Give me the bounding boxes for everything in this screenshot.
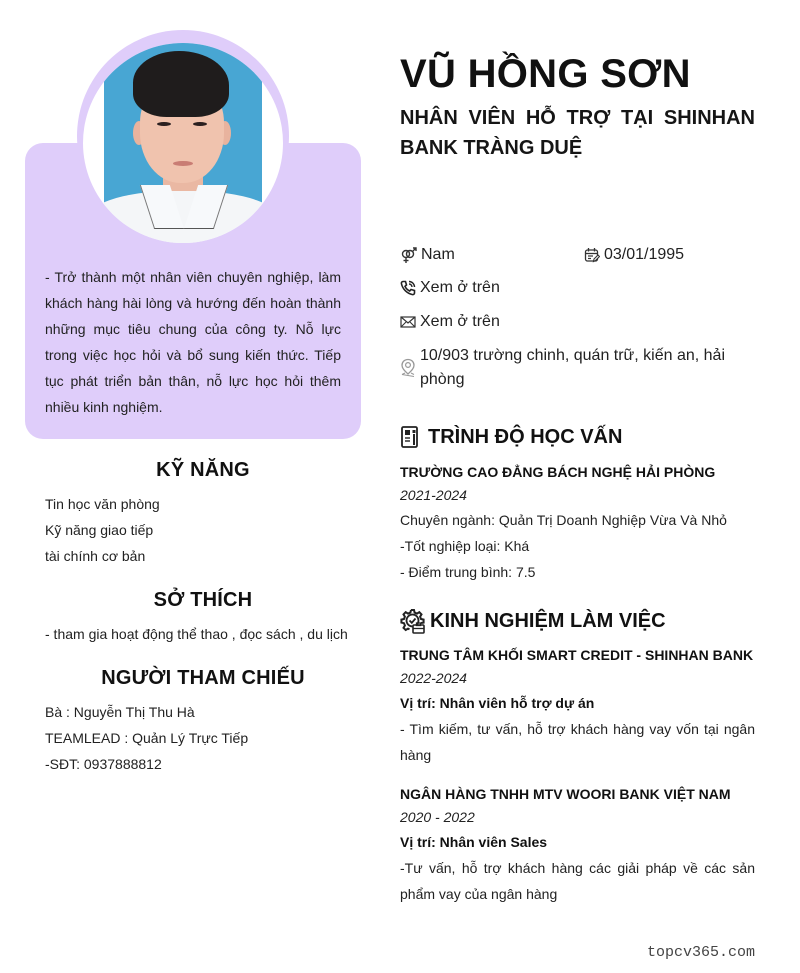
birthday-value: 03/01/1995	[604, 246, 685, 263]
education-grade: -Tốt nghiệp loại: Khá	[400, 538, 530, 554]
education-period: 2021-2024	[400, 487, 467, 503]
reference-item: TEAMLEAD : Quản Lý Trực Tiếp	[45, 730, 249, 746]
company-name: TRUNG TÂM KHỐI SMART CREDIT - SHINHAN BANK	[400, 647, 754, 663]
phone-icon	[400, 280, 416, 296]
experience-title: KINH NGHIỆM LÀM VIỆC	[430, 609, 666, 632]
email-row	[400, 310, 500, 334]
job-role: Vị trí: Nhân viên Sales	[400, 834, 548, 850]
photo-eye	[193, 122, 207, 126]
gender-row	[400, 243, 455, 267]
hobbies-list	[45, 621, 361, 647]
location-pin-icon	[400, 358, 416, 378]
career-objective: - Trở thành một nhân viên chuyên nghiệp, làm khách hàng hài lòng và hướng đến hoàn thành những mục tiêu chung của công ty. Nỗ lực trong việc học hỏi và bổ sung kiến thức. Tiếp tục phát triển bản thân, nỗ lực học hỏi thêm nhiều kinh nghiệm.	[45, 269, 341, 415]
address-row	[400, 344, 745, 392]
watermark: topcv365.com	[646, 944, 755, 961]
gender-icon	[400, 247, 417, 264]
address-value: 10/903 trường chinh, quán trữ, kiến an, hải phòng	[420, 347, 725, 388]
gender-value: Nam	[421, 246, 455, 263]
job-description: - Tìm kiếm, tư vấn, hỗ trợ khách hàng vay vốn tại ngân hàng	[400, 721, 755, 763]
skill-item: tài chính cơ bản	[45, 548, 146, 564]
skill-item: Kỹ năng giao tiếp	[45, 522, 154, 538]
skill-item: Tin học văn phòng	[45, 496, 160, 512]
reference-item: -SĐT: 0937888812	[45, 756, 162, 772]
company-name: NGÂN HÀNG TNHH MTV WOORI BANK VIỆT NAM	[400, 786, 731, 802]
reference-item: Bà : Nguyễn Thị Thu Hà	[45, 704, 195, 720]
education-major: Chuyên ngành: Quản Trị Doanh Nghiệp Vừa Và Nhỏ	[400, 512, 727, 528]
photo-shirt	[83, 191, 283, 243]
phone-row	[400, 276, 500, 300]
calendar-edit-icon	[584, 247, 600, 263]
job-role: Vị trí: Nhân viên hỗ trợ dự án	[400, 695, 595, 711]
references-list	[45, 699, 361, 777]
photo-eye	[157, 122, 171, 126]
hobbies-title: SỞ THÍCH	[153, 589, 253, 611]
education-gpa: - Điểm trung bình: 7.5	[400, 564, 536, 580]
email-value: Xem ở trên	[420, 313, 500, 330]
birthday-row	[584, 243, 684, 267]
job-description: -Tư vấn, hỗ trợ khách hàng các giải pháp về các sản phẩm vay của ngân hàng	[400, 860, 755, 902]
job-title: NHÂN VIÊN HỖ TRỢ TẠI SHINHAN BANK TRÀNG DUỆ	[400, 107, 755, 159]
phone-value: Xem ở trên	[420, 279, 500, 296]
experience-heading	[400, 608, 666, 634]
references-title: NGƯỜI THAM CHIẾU	[101, 667, 305, 689]
skills-list	[45, 491, 361, 569]
education-title: TRÌNH ĐỘ HỌC VẤN	[428, 425, 623, 448]
avatar	[83, 43, 283, 243]
candidate-name: VŨ HỒNG SƠN	[400, 52, 691, 96]
job-period: 2022-2024	[400, 670, 467, 686]
photo-lip	[173, 161, 193, 166]
gear-briefcase-icon	[400, 608, 426, 634]
job-period: 2020 - 2022	[400, 809, 475, 825]
education-heading	[400, 425, 622, 449]
hobby-item: - tham gia hoạt động thể thao , đọc sách , du lịch	[45, 626, 348, 642]
certificate-icon	[400, 425, 420, 449]
envelope-icon	[400, 314, 416, 330]
photo-hair	[133, 51, 229, 117]
skills-title: KỸ NĂNG	[156, 459, 250, 481]
school-name: TRƯỜNG CAO ĐẲNG BÁCH NGHỆ HẢI PHÒNG	[400, 464, 716, 480]
